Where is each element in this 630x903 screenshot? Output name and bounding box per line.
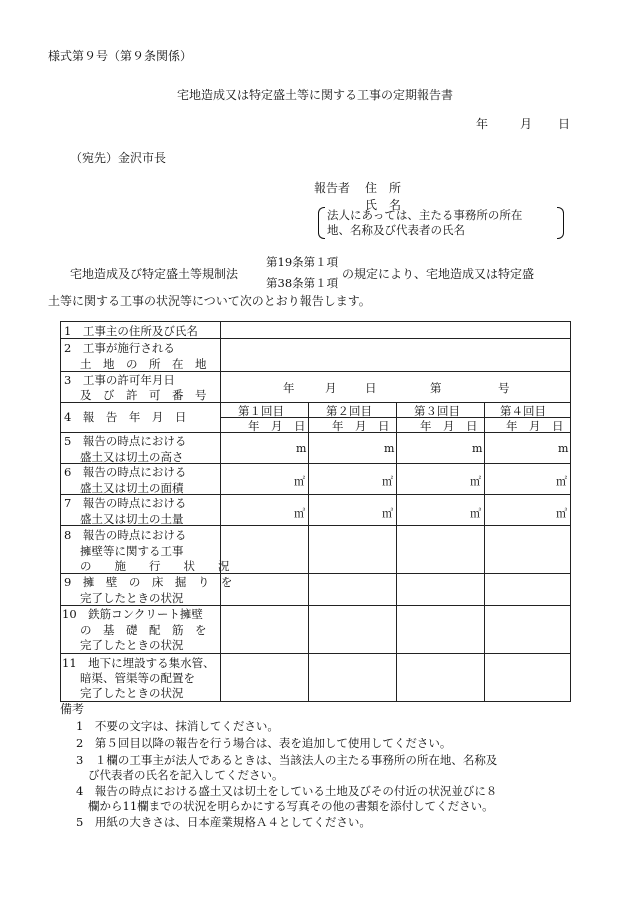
date-month: 月 [520,117,533,131]
unit-m2: ㎡ [470,475,481,488]
permit-no-prefix: 第 [430,381,442,395]
row11-label-c: 完了したときの状況 [80,686,184,700]
excavation-r3[interactable] [396,573,485,606]
round2-label: 第２回目 [326,404,372,418]
note-2: 2 第５回目以降の報告を行う場合は、表を追加して使用してください。 [76,736,452,750]
row11-label-b: 暗渠、管渠等の配置を [80,671,195,685]
row10-label-c: 完了したときの状況 [80,638,184,652]
row1-label: 1 工事主の住所及び氏名 [64,324,198,338]
unit-m3: ㎥ [470,507,481,520]
intro-lead: 宅地造成及び特定盛土等規制法 [70,267,239,281]
unit-m: m [296,442,307,455]
intro-tail: の規定により、宅地造成又は特定盛 [342,267,535,281]
reporter-address-label: 住 所 [365,181,402,195]
note-3-cont: び代表者の氏名を記入してください。 [88,768,284,782]
retaining-r4[interactable] [484,525,571,574]
round3-label: 第３回目 [414,404,460,418]
unit-m: m [558,442,569,455]
unit-m: m [384,442,395,455]
rebar-r1[interactable] [220,605,309,654]
round2-ymd: 年 月 日 [332,419,390,433]
drain-r2[interactable] [308,653,397,702]
row11-label-a: 11 地下に埋設する集水管、 [62,656,215,670]
permit-year: 年 [283,381,295,395]
retaining-r2[interactable] [308,525,397,574]
permit-month: 月 [325,381,337,395]
law-ref-38: 第38条第１項 [266,276,339,290]
intro-line2: 土等に関する工事の状況等について次のとおり報告します。 [48,294,371,308]
row7-label-a: 7 報告の時点における [64,496,187,510]
rebar-r3[interactable] [396,605,485,654]
date-line [476,115,570,132]
note-4: 4 報告の時点における盛土又は切土をしている土地及びその付近の状況並びに８ [76,784,498,798]
permit-no-suffix: 号 [498,381,510,395]
input-cell-owner[interactable] [220,321,571,339]
input-cell-permit[interactable] [220,371,571,403]
row8-label-c: の 施 行 状 況 [80,559,230,573]
note-1: 1 不要の文字は、抹消してください。 [76,719,279,733]
row3-label-a: 3 工事の許可年月日 [64,373,175,387]
unit-m3: ㎥ [294,507,305,520]
note-4-cont: 欄から11欄までの状況を明らかにする写真その他の書類を添付してください。 [88,799,494,813]
drain-r1[interactable] [220,653,309,702]
unit-m2: ㎡ [556,475,567,488]
row4-label: 4 報 告 年 月 日 [64,410,187,424]
corporate-note-line1: 法人にあっては、主たる事務所の所在 [327,208,523,222]
row10-label-b: の 基 礎 配 筋 を [80,623,207,637]
note-5: 5 用紙の大きさは、日本産業規格Ａ４としてください。 [76,815,371,829]
round4-label: 第４回目 [500,404,546,418]
round1-label: 第１回目 [238,404,284,418]
unit-m3: ㎥ [556,507,567,520]
rebar-r4[interactable] [484,605,571,654]
law-ref-19: 第19条第１項 [266,255,339,269]
unit-m: m [472,442,483,455]
row2-label-a: 2 工事が施行される [64,341,175,355]
row6-label-a: 6 報告の時点における [64,465,187,479]
document-title: 宅地造成又は特定盛土等に関する工事の定期報告書 [176,88,453,102]
retaining-r1[interactable] [220,525,309,574]
row7-label-b: 盛土又は切土の土量 [80,512,184,526]
form-number: 様式第９号（第９条関係） [48,49,193,63]
unit-m3: ㎥ [382,507,393,520]
reporter-label: 報告者 [314,181,351,195]
unit-m2: ㎡ [294,475,305,488]
excavation-r1[interactable] [220,573,309,606]
drain-r4[interactable] [484,653,571,702]
corporate-note [318,207,568,239]
retaining-r3[interactable] [396,525,485,574]
row8-label-a: 8 報告の時点における [64,528,187,542]
row2-label-b: 土 地 の 所 在 地 [80,357,207,371]
round3-ymd: 年 月 日 [420,419,478,433]
row10-label-a: 10 鉄筋コンクリート擁壁 [62,607,203,621]
round4-ymd: 年 月 日 [506,419,564,433]
date-day: 日 [558,117,571,131]
right-bracket [557,207,564,239]
left-bracket [318,207,325,239]
excavation-r2[interactable] [308,573,397,606]
reporter-name-label: 氏 名 [365,198,402,212]
unit-m2: ㎡ [382,475,393,488]
row9-label-a: 9 擁 壁 の 床 掘 り を [64,575,233,589]
row6-label-b: 盛土又は切土の面積 [80,481,184,495]
corporate-note-line2: 地、名称及び代表者の氏名 [327,223,465,237]
addressee: （宛先）金沢市長 [70,151,167,165]
row9-label-b: 完了したときの状況 [80,591,184,605]
rebar-r2[interactable] [308,605,397,654]
drain-r3[interactable] [396,653,485,702]
row3-label-b: 及 び 許 可 番 号 [80,388,207,402]
row5-label-b: 盛土又は切土の高さ [80,450,184,464]
round1-ymd: 年 月 日 [248,419,306,433]
notes-title: 備考 [60,702,85,716]
row8-label-b: 擁壁等に関する工事 [80,544,184,558]
date-year: 年 [476,117,489,131]
note-3: 3 １欄の工事主が法人であるときは、当該法人の主たる事務所の所在地、名称及 [76,753,498,767]
permit-day: 日 [365,381,377,395]
excavation-r4[interactable] [484,573,571,606]
row5-label-a: 5 報告の時点における [64,434,187,448]
input-cell-location[interactable] [220,338,571,372]
